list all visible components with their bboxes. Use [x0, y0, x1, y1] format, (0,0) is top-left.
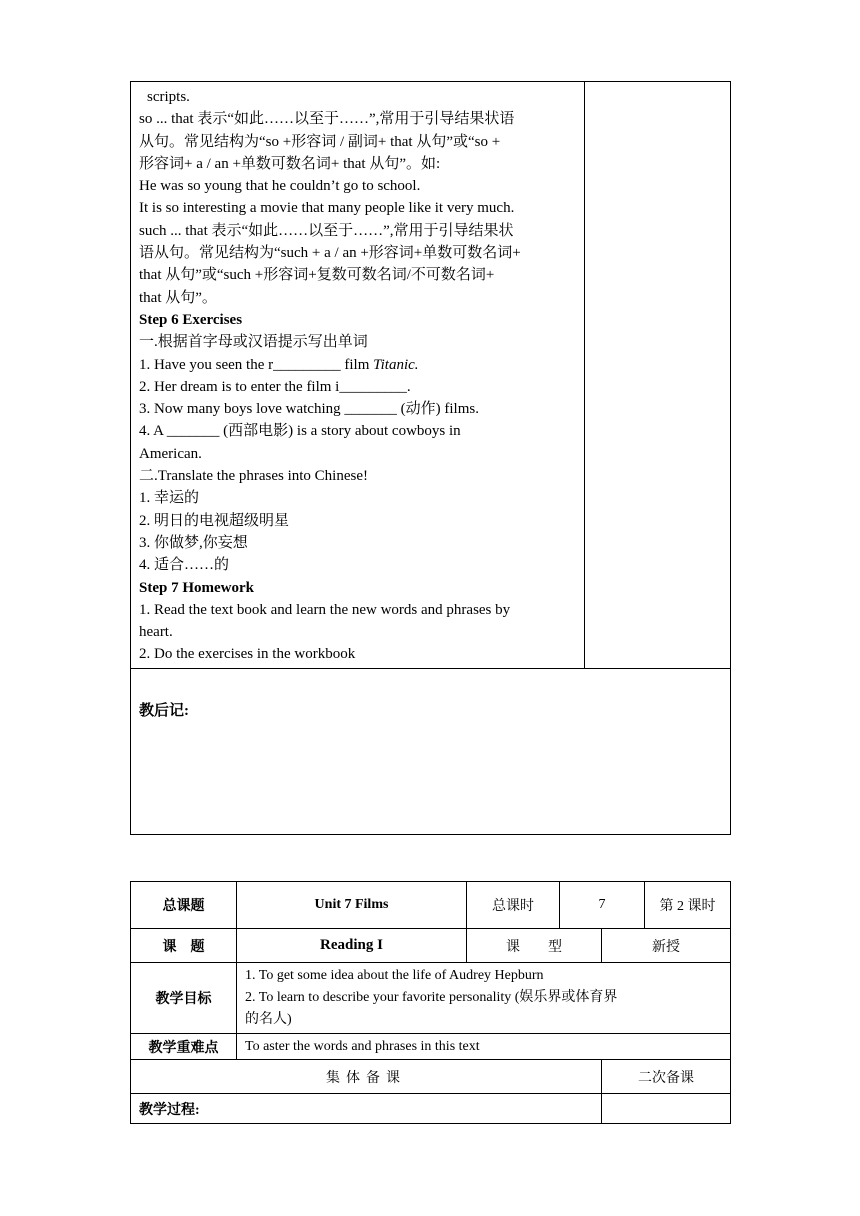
example-sentence: It is so interesting a movie that many people like it very much. [139, 200, 515, 217]
homework-item: 1. Read the text book and learn the new words and phrases by [139, 601, 511, 618]
lesson-type-label: 课 型 [467, 929, 602, 963]
text-line: so ... that 表示“如此……以至于……”,常用于引导结果状语 [139, 111, 515, 128]
lesson-label: 课 题 [131, 929, 237, 963]
process-second-cell [602, 1094, 731, 1124]
phrase-item: 3. 你做梦,你妄想 [139, 534, 248, 551]
goals-cell [237, 963, 731, 1034]
exercise-item: 4. A _______ (西部电影) is a story about cowboys in [139, 423, 461, 440]
topic-label: 总课题 [131, 882, 237, 929]
unit-title: Unit 7 Films [237, 882, 467, 929]
second-prep-cell [585, 82, 731, 669]
text-line: 从句。常见结构为“so +形容词 / 副词+ that 从句”或“so + [139, 133, 501, 150]
lesson-plan-table [130, 881, 731, 1124]
example-sentence: He was so young that he couldn’t go to school. [139, 178, 421, 195]
film-title: Titanic. [373, 356, 419, 373]
lesson-continuation-table [130, 81, 731, 835]
lesson-content-cell [131, 82, 585, 669]
step6-heading: Step 6 Exercises [139, 311, 243, 328]
phrase-item: 2. 明日的电视超级明星 [139, 512, 290, 529]
text-line: that 从句”或“such +形容词+复数可数名词/不可数名词+ [139, 267, 495, 284]
goal-item: 1. To get some idea about the life of Audrey Hepburn [245, 968, 544, 983]
exercise-item-cont: American. [139, 445, 202, 462]
period-number: 第 2 课时 [645, 882, 731, 929]
collective-prep-header: 集体备课 [131, 1060, 602, 1094]
exercise-text: 1. Have you seen the r_________ film [139, 356, 374, 373]
text-line: 语从句。常见结构为“such + a / an +形容词+单数可数名词+ [139, 245, 521, 262]
homework-item: 2. Do the exercises in the workbook [139, 646, 356, 663]
text-line: such ... that 表示“如此……以至于……”,常用于引导结果状 [139, 222, 514, 239]
lesson-type-value: 新授 [602, 929, 731, 963]
total-periods-value: 7 [560, 882, 645, 929]
text-line: scripts. [147, 89, 190, 105]
exercise-item [139, 354, 578, 376]
goal-item: 2. To learn to describe your favorite personality (娱乐界或体育界 [245, 990, 618, 1005]
process-label: 教学过程: [131, 1094, 602, 1124]
goal-item-cont: 的名人) [245, 1012, 292, 1027]
key-points-label: 教学重难点 [131, 1034, 237, 1060]
section2-heading: 二.Translate the phrases into Chinese! [139, 468, 368, 485]
exercise-item: 3. Now many boys love watching _______ (动作) films. [139, 401, 479, 418]
after-class-notes-label: 教后记: [139, 703, 189, 719]
phrase-item: 4. 适合……的 [139, 557, 230, 574]
key-points-value: To aster the words and phrases in this text [237, 1034, 731, 1060]
goals-label: 教学目标 [131, 963, 237, 1034]
exercise-item: 2. Her dream is to enter the film i_________. [139, 378, 411, 395]
after-class-notes-cell [131, 669, 731, 835]
homework-item-cont: heart. [139, 624, 173, 641]
total-periods-label: 总课时 [467, 882, 560, 929]
lesson-title: Reading I [237, 929, 467, 963]
text-line: that 从句”。 [139, 289, 217, 306]
text-line: 形容词+ a / an +单数可数名词+ that 从句”。如: [139, 155, 441, 172]
phrase-item: 1. 幸运的 [139, 490, 200, 507]
section1-heading: 一.根据首字母或汉语提示写出单词 [139, 334, 368, 351]
step7-heading: Step 7 Homework [139, 579, 254, 596]
second-prep-header: 二次备课 [602, 1060, 731, 1094]
